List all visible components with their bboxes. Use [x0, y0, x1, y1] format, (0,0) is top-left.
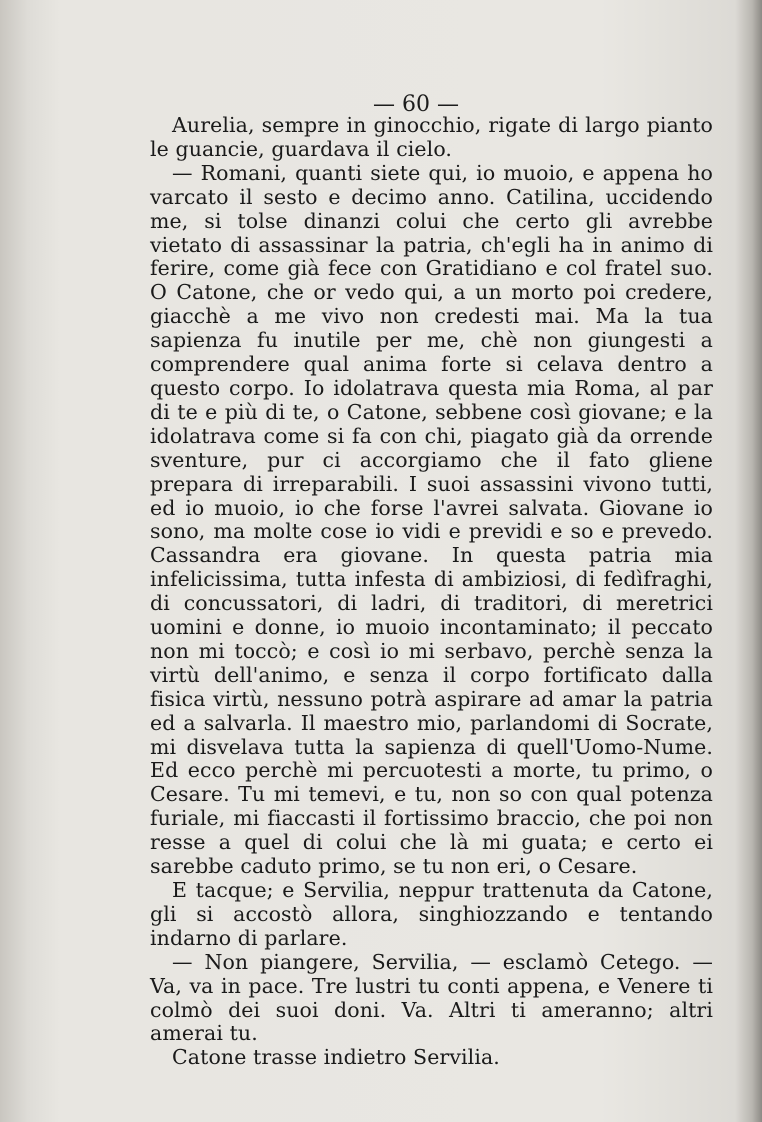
paragraph-speech: — Romani, quanti siete qui, io muoio, e appena ho varcato il sesto e decimo anno. Catilina, uccidendo me, si tolse dinanzi colui che certo gli avrebbe vietato di assassinar la patria, ch'egli ha in animo di ferire, come già fece con Gratidiano e col fratel suo. O Catone, che or vedo qui, a un morto poi credere, giacchè a me vivo non credesti mai. Ma la tua sapienza fu inutile per me, chè non giungesti a comprendere qual anima forte si celava dentro a questo corpo. Io idolatrava questa mia Roma, al par di te e più di te, o Catone, sebbene così giovane; e la idolatrava come si fa con chi, piagato già da orrende sventure, pur ci accorgiamo che il fato gliene prepara di irreparabili. I suoi assassini vivono tutti, ed io muoio, io che forse l'avrei salvata. Giovane io sono, ma molte cose io vidi e previdi e so e prevedo. Cassandra era giovane. In questa patria mia infelicissima, tutta infesta di ambiziosi, di fedìfraghi, di concussatori, di ladri, di traditori, di meretrici uomini e donne, io muoio incontaminato; il peccato non mi toccò; e così io mi serbavo, perchè senza la virtù dell'animo, e senza il corpo fortificato dalla fisica virtù, nessuno potrà aspirare ad amar la patria ed a salvarla. Il maestro mio, parlandomi di Socrate, mi disvelava tutta la sapienza di quell'Uomo-Nume. Ed ecco perchè mi percuotesti a morte, tu primo, o Cesare. Tu mi temevi, e tu, non so con qual potenza furiale, mi fiaccasti il fortissimo braccio, che poi non resse a quel di colui che là mi guata; e certo ei sarebbe caduto primo, se tu non eri, o Cesare. [150, 160, 713, 879]
paragraph-aurelia: Aurelia, sempre in ginocchio, rigate di largo pianto le guancie, guardava il cielo. [150, 113, 713, 161]
paragraph-catone: Catone trasse indietro Servilia. [172, 1045, 500, 1070]
paragraph-cetego: — Non piangere, Servilia, — esclamò Cetego. — Va, va in pace. Tre lustri tu conti appena, e Venere ti colmò dei suoi doni. Va. Altri ti ameranno; altri amerai tu. [150, 949, 713, 1046]
paragraph-servilia: E tacque; e Servilia, neppur trattenuta da Catone, gli si accostò allora, singhiozzando e tentando indarno di parlare. [150, 878, 713, 950]
page-body [150, 114, 713, 1070]
page-number: — 60 — [373, 92, 459, 117]
